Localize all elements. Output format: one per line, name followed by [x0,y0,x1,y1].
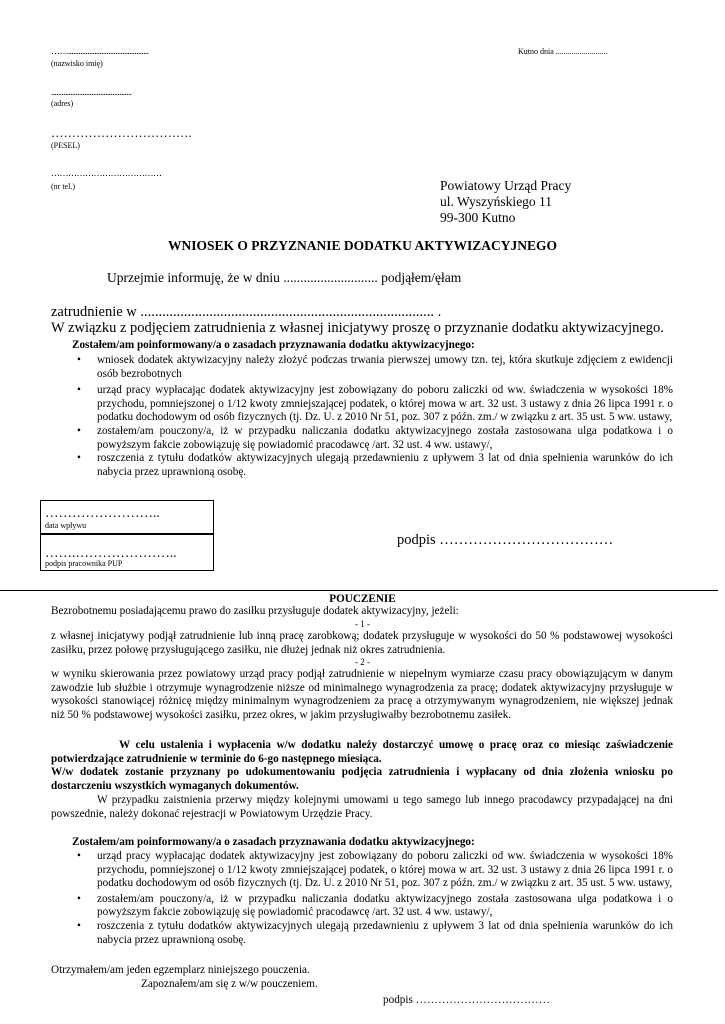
list-item: • urząd pracy wypłacając dodatek aktywizacyjny jest zobowiązany do poboru zaliczki od ww. świadczenia w wysokości 18% przychodu, pomniejszonej o 1/12 kwoty zmniejszającej podatek, o której mowa w art. 32 ust. 3 ustawy z dnia 26 lipca 1991 r. o podatku dochodowym od osób fizycznych (tj. Dz. U. z 2010 Nr 51, poz. 307 z późn. zm./ w związku z art. 35 ust. 5 ww. ustawy, [77,850,673,890]
bullet-icon: • [77,384,81,397]
informed-heading: Zostałem/am poinformowany/a o zasadach przyznawania dodatku aktywizacyjnego: [72,339,475,351]
instruction-bold-2: W/w dodatek zostanie przyznany po udokumentowaniu podjęcia zatrudnienia i wypłacany od dnia złożenia wniosku po dostarczeniu wszystkich wymaganych dokumentów. [51,766,673,792]
address-dots: .............................................. [51,87,132,97]
phone-label: (nr tel.) [51,182,75,191]
employee-signature-dots: …….………………….. [45,545,177,560]
paragraph-number-1: - 1 - [355,619,370,629]
employment-line: zatrudnienie w ................................................................................. . [51,304,442,320]
bullet-icon: • [77,892,81,905]
application-title: WNIOSEK O PRZYZNANIE DODATKU AKTYWIZACYJNEGO [167,238,558,253]
address-label: (adres) [51,99,74,108]
received-copy-statement: Otrzymałem/am jeden egzemplarz niniejszego pouczenia. [51,964,310,976]
list-item: • roszczenia z tytułu dodatków aktywizacyjnych ulegają przedawnieniu z upływem 3 lat od dnia spełnienia warunków do ich nabycia przez uprawnioną osobę. [77,452,673,478]
instruction-informed-heading: Zostałem/am poinformowany/a o zasadach przyznawania dodatku aktywizacyjnego: [72,836,475,848]
instruction-bold-1: W celu ustalenia i wypłacenia w/w dodatku należy dostarczyć umowę o pracę oraz co miesiąc zaświadczenie potwierdzające zatrudnienie w terminie do 6-go następnego miesiąca. [51,739,673,765]
name-dots: …….............................................. [51,46,149,56]
receipt-date-label: data wpływu [45,521,87,530]
list-item: • zostałem/am pouczony/a, iż w przypadku naliczania dodatku aktywizacyjnego została zastosowana ulga podatkowa i o powyższym fakcie zobowiązuję się powiadomić pracodawcę /art. 32 ust. 4 ww. ustawy/, [77,892,673,919]
employee-signature-box [40,533,214,571]
name-label: (nazwisko imię) [51,59,103,68]
place-date: Kutno dnia .......................... [518,47,608,56]
list-item: • urząd pracy wypłacając dodatek aktywizacyjny jest zobowiązany do poboru zaliczki od ww. świadczenia w wysokości 18% przychodu, pomniejszonej o 1/12 kwoty zmniejszającej podatek, o której mowa w art. 32 ust. 3 ustawy z dnia 26 lipca 1991 r. o podatku dochodowym od osób fizycznych (tj. Dz. U. z 2010 Nr 51, poz. 307 z późn. zm./ w związku z art. 35 ust. 5 ww. ustawy, [77,384,673,424]
application-rules-list [51,354,673,479]
bullet-icon: • [77,919,81,932]
application-intro: Uprzejmie informuję, że w dniu ............................ podjąłem/ęłam [107,270,462,285]
instruction-lead: Bezrobotnemu posiadającemu prawo do zasiłku przysługuje dodatek aktywizacyjny, jeżeli: [51,605,459,617]
instruction-paragraph-2: w wyniku skierowania przez powiatowy urząd pracy podjął zatrudnienie w niepełnym wymiarze czasu pracy obowiązującym w danym zawodzie lub służbie i otrzymuje wynagrodzenie niższe od minimalnego wynagrodzenia za pracę; dodatek aktywizacyjny przysługuje w wysokości stanowiącej różnicę między minimalnym wynagrodzeniem za pracę a otrzymywanym wynagrodzeniem, nie większej jednak niż 50 % podstawowej wysokości zasiłku, przez okres, w jakim przysługiwałby bezrobotnemu zasiłek. [51,668,673,721]
employee-signature-label: podpis pracownika PUP [45,559,123,568]
applicant-signature: podpis ……………………………… [397,532,614,548]
request-line: W związku z podjęciem zatrudnienia z własnej inicjatywy proszę o przyznanie dodatku aktywizacyjnego. [51,320,664,336]
instruction-signature: podpis ……………………………… [383,994,550,1006]
list-item: • roszczenia z tytułu dodatków aktywizacyjnych ulegają przedawnieniu z upływem 3 lat od dnia spełnienia warunków do ich nabycia przez uprawnioną osobę. [77,919,673,946]
pesel-dots: ……………………………. [51,126,192,140]
pesel-label: (PESEL) [51,141,80,150]
instruction-title: POUCZENIE [329,593,396,605]
acknowledged-statement: Zapoznałem/am się z w/w pouczeniem. [141,978,318,990]
bullet-icon: • [77,424,81,437]
recipient-office: Powiatowy Urząd Pracy [440,178,572,193]
bullet-icon: • [77,452,81,465]
section-divider [0,590,718,591]
paragraph-number-2: - 2 - [355,657,370,667]
list-item: • wniosek dodatek aktywizacyjny należy złożyć podczas trwania pierwszej umowy tzn. tej, która skutkuje zdjęciem z ewidencji osób bezrobotnych [77,354,673,380]
instruction-paragraph-1: z własnej inicjatywy podjął zatrudnienie lub inną pracę zarobkową; dodatek przysługuje w wysokości do 50 % podstawowej wysokości zasiłku, przez połowę przysługującego zasiłku, nie dłużej jednak niż okres zatrudnienia. [51,630,673,656]
bullet-icon: • [77,850,81,862]
recipient-address [440,178,571,226]
receipt-date-dots: …………………….. [45,505,160,520]
bullet-icon: • [77,354,81,366]
instruction-rules-list [51,850,673,947]
recipient-city: 99-300 Kutno [440,210,516,225]
instruction-paragraph-3: W przypadku zaistnienia przerwy między kolejnymi umowami u tego samego lub innego pracodawcy przypadającej na dni powszednie, należy dokonać rejestracji w Powiatowym Urzędzie Pracy. [51,794,673,820]
phone-dots: ………………………………… [51,168,162,178]
receipt-date-box [40,500,214,535]
list-item: • zostałem/am pouczony/a, iż w przypadku naliczania dodatku aktywizacyjnego została zastosowana ulga podatkowa i o powyższym fakcie zobowiązuję się powiadomić pracodawcę /art. 32 ust. 4 ww. ustawy/, [77,424,673,451]
recipient-street: ul. Wyszyńskiego 11 [440,194,553,209]
